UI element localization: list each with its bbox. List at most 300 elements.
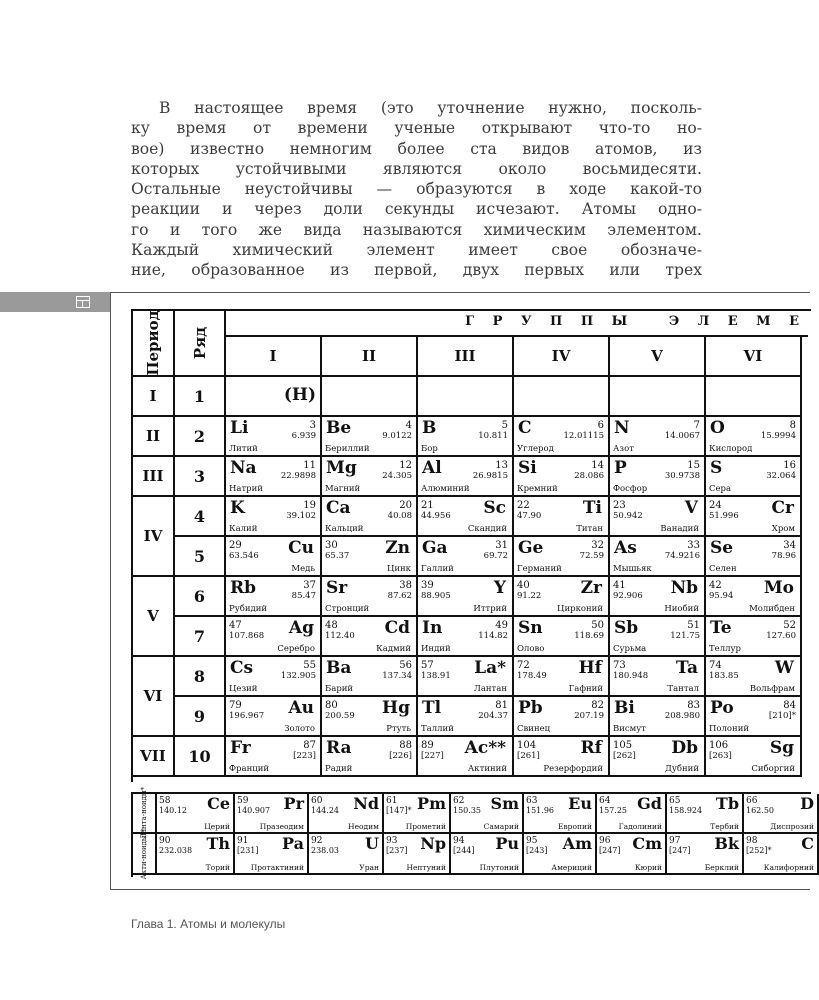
atomic-number: 63	[526, 796, 538, 806]
atomic-mass: 107.868	[229, 631, 265, 641]
element-name: Галлий	[421, 564, 454, 574]
element-cell	[322, 657, 418, 697]
element-symbol: N	[614, 418, 630, 438]
element-symbol: Li	[230, 418, 249, 438]
atomic-number: 23	[613, 500, 626, 511]
atomic-number: 105	[613, 740, 633, 751]
element-cell	[322, 577, 418, 617]
atomic-number: 57	[421, 660, 434, 671]
atomic-number: 32	[591, 540, 604, 551]
atomic-number: 92	[311, 836, 323, 846]
element-symbol: In	[422, 618, 443, 638]
element-cell	[322, 617, 418, 657]
atomic-number: 6	[597, 420, 604, 431]
period-cell	[133, 577, 175, 657]
element-name: Прометий	[405, 822, 446, 831]
element-cell	[610, 617, 706, 657]
atomic-mass: 95.94	[709, 591, 734, 601]
element-name: Таллий	[421, 724, 454, 734]
element-symbol: Al	[422, 458, 442, 478]
element-symbol: Na	[230, 458, 257, 478]
element-name: Стронций	[325, 604, 370, 614]
atomic-mass: 232.038	[159, 846, 193, 855]
atomic-number: 91	[237, 836, 249, 846]
atomic-number: 58	[159, 796, 171, 806]
empty-cell	[610, 377, 706, 417]
period-label: II	[145, 427, 161, 445]
element-name: Кальций	[325, 524, 364, 534]
atomic-number: 15	[687, 460, 700, 471]
atomic-mass: 6.939	[291, 431, 316, 441]
atomic-number: 30	[325, 540, 338, 551]
group-header-4	[514, 337, 610, 377]
element-name: Цинк	[386, 564, 411, 574]
paragraph-line: Остальные неустойчивы — образуются в ходе какой-то	[131, 180, 702, 199]
element-symbol: Ga	[422, 538, 448, 558]
element-cell	[706, 537, 802, 577]
atomic-mass: [227]	[421, 751, 444, 761]
element-symbol: Hf	[578, 658, 602, 678]
element-cell	[226, 497, 322, 537]
element-cell	[706, 697, 802, 737]
element-cell	[610, 697, 706, 737]
element-cell	[514, 657, 610, 697]
atomic-number: 19	[303, 500, 316, 511]
paragraph-line: В настоящее время (это уточнение нужно, посколь-	[159, 99, 702, 117]
atomic-number: 7	[693, 420, 700, 431]
chapter-footer: Глава 1. Атомы и молекулы	[131, 917, 286, 931]
element-symbol: Hg	[382, 698, 410, 718]
atomic-number: 49	[495, 620, 508, 631]
element-name: Торий	[205, 863, 230, 872]
atomic-number: 73	[613, 660, 626, 671]
element-name: Золото	[284, 724, 315, 734]
element-cell	[226, 457, 322, 497]
element-name: Свинец	[517, 724, 551, 734]
element-cell	[322, 497, 418, 537]
atomic-number: 48	[325, 620, 338, 631]
element-cell	[226, 417, 322, 457]
row-number-cell	[175, 457, 226, 497]
atomic-mass: 207.19	[574, 711, 604, 721]
atomic-number: 81	[495, 700, 508, 711]
element-symbol: Nd	[353, 794, 379, 813]
element-symbol: Cs	[230, 658, 254, 678]
element-cell	[610, 457, 706, 497]
element-symbol: U	[365, 834, 379, 853]
table-icon[interactable]	[76, 296, 90, 308]
atomic-mass: 88.905	[421, 591, 451, 601]
element-cell	[706, 417, 802, 457]
atomic-mass: 47.90	[517, 511, 542, 521]
group-header-1	[226, 337, 322, 377]
paragraph-line: вое) известно немногим более ста видов атомов, из	[131, 139, 702, 158]
f-element-cell	[744, 794, 819, 834]
period-header	[133, 311, 175, 377]
atomic-mass: 28.086	[574, 471, 604, 481]
atomic-mass: 114.82	[478, 631, 508, 641]
atomic-mass: [263]	[709, 751, 732, 761]
atomic-number: 38	[399, 580, 412, 591]
atomic-number: 72	[517, 660, 530, 671]
atomic-mass: 183.85	[709, 671, 739, 681]
element-symbol: C	[518, 418, 532, 438]
actinides-label-cell	[133, 827, 157, 880]
element-symbol: B	[422, 418, 437, 438]
atomic-mass: [231]	[237, 846, 259, 855]
element-cell	[418, 417, 514, 457]
atomic-mass: 69.72	[483, 551, 508, 561]
element-symbol: Pb	[518, 698, 543, 718]
element-symbol: Cd	[384, 618, 410, 638]
groups-title-text: Г Р У П П Ы Э Л Е М Е	[465, 314, 806, 329]
element-symbol: Sg	[769, 738, 794, 758]
element-symbol: O	[710, 418, 725, 438]
element-symbol: V	[684, 498, 698, 518]
element-cell	[514, 497, 610, 537]
element-name: Гадолиний	[618, 822, 662, 831]
element-cell	[514, 737, 610, 777]
f-element-cell	[744, 834, 819, 875]
element-symbol: Ge	[518, 538, 544, 558]
element-name: Америций	[551, 863, 592, 872]
element-name: Полоний	[709, 724, 750, 734]
element-cell	[226, 697, 322, 737]
atomic-mass: 32.064	[766, 471, 796, 481]
element-symbol: Eu	[568, 794, 592, 813]
atomic-mass: 85.47	[291, 591, 316, 601]
element-cell	[706, 497, 802, 537]
f-element-cell	[451, 794, 524, 834]
atomic-number: 51	[687, 620, 700, 631]
atomic-mass: [244]	[453, 846, 475, 855]
atomic-mass: 91.22	[517, 591, 542, 601]
element-symbol: La*	[474, 658, 506, 678]
row-number: 6	[193, 586, 206, 606]
row-number: 5	[193, 546, 206, 566]
atomic-mass: [210]*	[768, 711, 796, 721]
element-symbol: Ag	[288, 618, 314, 638]
atomic-number: 64	[599, 796, 611, 806]
atomic-mass: 9.0122	[382, 431, 412, 441]
element-name: Медь	[291, 564, 315, 574]
atomic-mass: [243]	[526, 846, 548, 855]
atomic-number: 95	[526, 836, 538, 846]
f-element-cell	[157, 834, 235, 875]
element-symbol: Tl	[422, 698, 442, 718]
row-number-cell	[175, 697, 226, 737]
element-name: Сурьма	[613, 644, 647, 654]
atomic-mass: [247]	[669, 846, 691, 855]
element-symbol: Sb	[614, 618, 639, 638]
atomic-number: 3	[309, 420, 316, 431]
element-symbol: Ta	[675, 658, 698, 678]
row-number: 3	[193, 466, 206, 486]
f-element-cell	[157, 794, 235, 834]
element-name: Тербий	[710, 822, 739, 831]
element-symbol: Pu	[495, 834, 519, 853]
atomic-mass: 140.12	[159, 806, 187, 815]
element-cell	[706, 577, 802, 617]
element-symbol: Fr	[230, 738, 251, 758]
atomic-mass: 78.96	[771, 551, 796, 561]
atomic-number: 74	[709, 660, 722, 671]
atomic-number: 8	[789, 420, 796, 431]
atomic-mass: 14.0067	[664, 431, 700, 441]
row-number-cell	[175, 617, 226, 657]
atomic-number: 42	[709, 580, 722, 591]
atomic-number: 14	[591, 460, 604, 471]
element-name: Цезий	[229, 684, 258, 694]
row-number: 4	[193, 506, 206, 526]
element-cell	[418, 457, 514, 497]
actinides-label: Акти-ноиды**	[140, 827, 148, 880]
atomic-mass: 30.9738	[664, 471, 700, 481]
atomic-mass: 157.25	[599, 806, 627, 815]
element-symbol: Np	[420, 834, 446, 853]
element-symbol: Pm	[417, 794, 446, 813]
element-cell	[610, 577, 706, 617]
atomic-number: 24	[709, 500, 722, 511]
element-symbol: W	[774, 658, 794, 678]
group-header-label: I	[269, 347, 277, 365]
atomic-mass: 12.01115	[563, 431, 604, 441]
row-number-cell	[175, 537, 226, 577]
atomic-mass: 44.956	[421, 511, 451, 521]
body-paragraph	[131, 98, 702, 281]
atomic-number: 4	[405, 420, 412, 431]
element-symbol: Th	[206, 834, 230, 853]
element-cell	[418, 697, 514, 737]
element-name: Иттрий	[473, 604, 507, 614]
element-symbol: Ca	[326, 498, 351, 518]
atomic-mass: 15.9994	[760, 431, 796, 441]
atomic-number: 93	[386, 836, 398, 846]
atomic-mass: 121.75	[670, 631, 700, 641]
element-name: Скандий	[467, 524, 507, 534]
atomic-number: 34	[783, 540, 796, 551]
element-name: Берклий	[704, 863, 739, 872]
atomic-number: 29	[229, 540, 242, 551]
atomic-number: 88	[399, 740, 412, 751]
element-name: Актиний	[467, 764, 507, 774]
atomic-number: 94	[453, 836, 465, 846]
hydrogen-symbol: (H)	[283, 385, 316, 405]
element-name: Нептуний	[406, 863, 446, 872]
atomic-number: 41	[613, 580, 626, 591]
element-symbol: Be	[326, 418, 352, 438]
f-element-cell	[309, 794, 384, 834]
atomic-number: 21	[421, 500, 434, 511]
group-header-label: III	[454, 347, 476, 365]
atomic-mass: [247]	[599, 846, 621, 855]
atomic-mass: 138.91	[421, 671, 451, 681]
row-number: 1	[193, 386, 206, 406]
group-header-label: II	[361, 347, 377, 365]
element-symbol: Y	[493, 578, 506, 598]
atomic-mass: 144.24	[311, 806, 339, 815]
group-header-2	[322, 337, 418, 377]
element-name: Магний	[325, 484, 361, 494]
paragraph-line: реакции и через доли секунды исчезают. Атомы одно-	[131, 200, 702, 219]
element-symbol: Ba	[326, 658, 352, 678]
element-cell	[418, 497, 514, 537]
element-cell	[514, 457, 610, 497]
element-cell	[418, 537, 514, 577]
element-cell	[322, 417, 418, 457]
atomic-number: 13	[495, 460, 508, 471]
atomic-mass: 92.906	[613, 591, 643, 601]
atomic-mass: 200.59	[325, 711, 355, 721]
element-symbol: Db	[671, 738, 698, 758]
element-name: Тантал	[667, 684, 699, 694]
atomic-mass: [226]	[389, 751, 412, 761]
period-label: V	[147, 607, 159, 625]
element-cell	[514, 417, 610, 457]
element-name: Серебро	[277, 644, 315, 654]
atomic-mass: [252]*	[746, 846, 772, 855]
atomic-mass: 39.102	[286, 511, 316, 521]
groups-title	[226, 311, 808, 337]
element-cell	[322, 537, 418, 577]
element-name: Вольфрам	[749, 684, 795, 694]
atomic-number: 97	[669, 836, 681, 846]
atomic-number: 40	[517, 580, 530, 591]
atomic-number: 56	[399, 660, 412, 671]
element-symbol: Ac**	[464, 738, 506, 758]
f-element-cell	[451, 834, 524, 875]
period-header-label: Период	[144, 310, 162, 376]
element-symbol: Bk	[714, 834, 739, 853]
element-name: Кюрий	[634, 863, 662, 872]
group-header-5	[610, 337, 706, 377]
element-symbol: Cm	[632, 834, 662, 853]
periodic-table	[131, 309, 811, 782]
group-header-label: V	[651, 347, 663, 365]
period-label: VI	[143, 687, 163, 705]
element-name: Углерод	[517, 444, 554, 454]
atomic-number: 98	[746, 836, 758, 846]
element-name: Европий	[557, 822, 592, 831]
element-name: Кислород	[709, 444, 753, 454]
element-cell	[610, 497, 706, 537]
atomic-mass: 132.905	[280, 671, 316, 681]
atomic-mass: 238.03	[311, 846, 339, 855]
f-element-cell	[597, 794, 667, 834]
element-name: Лантан	[473, 684, 507, 694]
atomic-number: 65	[669, 796, 681, 806]
element-cell	[322, 697, 418, 737]
row-number-cell	[175, 417, 226, 457]
atomic-mass: 63.546	[229, 551, 259, 561]
element-cell	[418, 617, 514, 657]
element-symbol: Bi	[614, 698, 635, 718]
atomic-mass: 72.59	[579, 551, 604, 561]
atomic-number: 106	[709, 740, 729, 751]
atomic-number: 84	[783, 700, 796, 711]
f-element-cell	[597, 834, 667, 875]
atomic-number: 52	[783, 620, 796, 631]
f-element-cell	[309, 834, 384, 875]
atomic-mass: 204.37	[478, 711, 508, 721]
element-name: Протактиний	[250, 863, 304, 872]
group-header-6	[706, 337, 802, 377]
element-symbol: Mo	[763, 578, 794, 598]
element-cell	[226, 537, 322, 577]
paragraph-line: го и того же вида называются химическим элементом.	[131, 220, 702, 239]
row-number: 2	[193, 426, 206, 446]
atomic-mass: 196.967	[229, 711, 265, 721]
element-cell	[610, 657, 706, 697]
element-cell	[418, 577, 514, 617]
atomic-mass: 40.08	[387, 511, 412, 521]
f-element-cell	[235, 834, 309, 875]
element-cell	[418, 737, 514, 777]
element-name: Плутоний	[479, 863, 519, 872]
element-cell	[322, 457, 418, 497]
atomic-number: 16	[783, 460, 796, 471]
f-element-cell	[235, 794, 309, 834]
element-symbol: P	[614, 458, 627, 478]
atomic-number: 61	[386, 796, 398, 806]
atomic-mass: 118.69	[574, 631, 604, 641]
element-name: Селен	[709, 564, 737, 574]
element-symbol: Sn	[518, 618, 543, 638]
atomic-mass: 137.34	[382, 671, 412, 681]
atomic-number: 89	[421, 740, 434, 751]
element-symbol: Rb	[230, 578, 257, 598]
atomic-number: 83	[687, 700, 700, 711]
element-symbol: Sr	[326, 578, 348, 598]
hydrogen-cell	[226, 377, 322, 417]
element-name: Теллур	[709, 644, 741, 654]
atomic-mass: 50.942	[613, 511, 643, 521]
atomic-mass: [223]	[293, 751, 316, 761]
figure-marker-bar	[0, 292, 111, 312]
element-name: Дубний	[664, 764, 699, 774]
element-cell	[610, 737, 706, 777]
element-name: Ртуть	[386, 724, 411, 734]
atomic-mass: 162.50	[746, 806, 774, 815]
lanthanides-label: Ланта-ноиды*	[140, 786, 148, 840]
atomic-number: 66	[746, 796, 758, 806]
element-cell	[226, 577, 322, 617]
element-cell	[322, 737, 418, 777]
period-cell	[133, 497, 175, 577]
atomic-number: 87	[303, 740, 316, 751]
period-cell	[133, 417, 175, 457]
paragraph-line: которых устойчивыми являются около восьмидесяти.	[131, 159, 702, 178]
paragraph-line: Каждый химический элемент имеет свое обозначе-	[131, 241, 702, 260]
atomic-number: 50	[591, 620, 604, 631]
element-cell	[706, 737, 802, 777]
row-number: 7	[193, 626, 206, 646]
period-label: I	[149, 387, 157, 405]
atomic-number: 60	[311, 796, 323, 806]
atomic-number: 12	[399, 460, 412, 471]
element-cell	[226, 737, 322, 777]
element-cell	[514, 697, 610, 737]
empty-cell	[514, 377, 610, 417]
element-symbol: Au	[288, 698, 314, 718]
atomic-number: 79	[229, 700, 242, 711]
element-cell	[706, 657, 802, 697]
atomic-mass: [261]	[517, 751, 540, 761]
element-cell	[610, 417, 706, 457]
element-symbol: Ce	[207, 794, 230, 813]
empty-cell	[322, 377, 418, 417]
element-name: Церий	[204, 822, 230, 831]
